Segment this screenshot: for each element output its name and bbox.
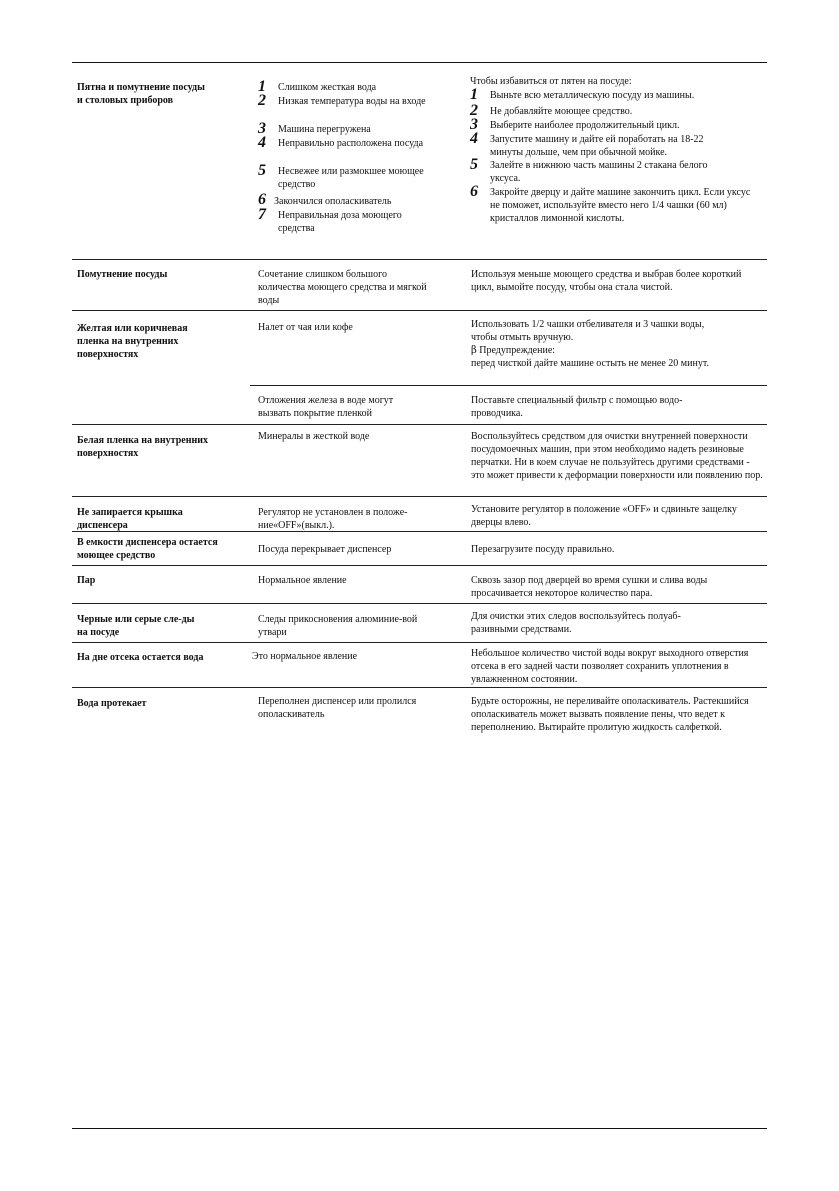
cause-item: Несвежее или размокшее моющее средство xyxy=(278,166,424,190)
row-divider xyxy=(72,531,767,532)
step-number: 2 xyxy=(470,102,478,119)
solution-cell: Будьте осторожны, не переливайте ополаскиватель. Растекшийся ополаскиватель может вызвать появление пены, что ведет к переполнению. Вытирайте пролитую жидкость салфеткой. xyxy=(471,696,749,733)
problem-cell: Черные или серые сле-ды на посуде xyxy=(77,614,195,638)
row-divider xyxy=(72,687,767,688)
cause-cell: Нормальное явление xyxy=(258,575,347,586)
cause-number: 6 xyxy=(258,191,266,208)
problem-cell: Желтая или коричневая пленка на внутренних поверхностях xyxy=(77,323,188,360)
cause-cell: Это нормальное явление xyxy=(252,651,358,662)
row-divider xyxy=(72,310,767,311)
step-item: Закройте дверцу и дайте машине закончить цикл. Если уксус не поможет, используйте вместо него 1/4 чашки (60 мл) кристаллов лимонной кислоты. xyxy=(490,187,751,224)
step-item: Залейте в нижнюю часть машины 2 стакана белого уксуса. xyxy=(490,160,708,184)
problem-cell: В емкости диспенсера остается моющее средство xyxy=(77,537,218,561)
solution-cell: Используя меньше моющего средства и выбрав более короткий цикл, вымойте посуду, чтобы она стала чистой. xyxy=(471,269,742,293)
cause-item: Низкая температура воды на входе xyxy=(278,96,426,107)
cause-item: Неправильно расположена посуда xyxy=(278,138,424,149)
solution-cell: Сквозь зазор под дверцей во время сушки и слива воды просачивается некоторое количество пара. xyxy=(471,575,708,599)
step-item: Не добавляйте моющее средство. xyxy=(490,106,633,117)
cause-cell: Переполнен диспенсер или пролился ополаскиватель xyxy=(258,696,417,720)
solution-intro: Чтобы избавиться от пятен на посуде: xyxy=(470,76,632,87)
row-divider xyxy=(72,259,767,260)
cause-number: 3 xyxy=(258,120,266,137)
warning-line xyxy=(471,344,731,357)
solution-cell: Небольшое количество чистой воды вокруг выходного отверстия отсека в его задней части позволяет сохранить уплотнения в увлажненном состоянии. xyxy=(471,648,749,685)
solution-cell: Поставьте специальный фильтр с помощью водо-проводчика. xyxy=(471,395,683,419)
cause-cell: Минералы в жесткой воде xyxy=(258,431,370,442)
cause-number: 5 xyxy=(258,162,266,179)
cause-item: Машина перегружена xyxy=(278,124,371,135)
problem-cell: Помутнение посуды xyxy=(77,269,168,280)
cause-cell: Следы прикосновения алюминие-вой утвари xyxy=(258,614,418,638)
cause-item: Слишком жесткая вода xyxy=(278,82,377,93)
solution-cell: Для очистки этих следов воспользуйтесь полуаб-разивными средствами. xyxy=(471,611,681,635)
cause-cell: Посуда перекрывает диспенсер xyxy=(258,544,392,555)
problem-cell: Не запирается крышка диспенсера xyxy=(77,507,183,531)
solution-cell: Воспользуйтесь средством для очистки внутренней поверхности посудомоечных машин, при этом необходимо надеть резиновые перчатки. Ни в коем случае не пользуйтесь другими средствами - это может привести к деформации поверхности или появлению пор. xyxy=(471,431,763,481)
warning-label: Предупреждение: xyxy=(479,345,556,356)
step-number: 3 xyxy=(470,116,478,133)
row-divider xyxy=(72,424,767,425)
problem-cell: Белая пленка на внутренних поверхностях xyxy=(77,435,208,459)
top-rule xyxy=(72,62,767,63)
step-number: 1 xyxy=(470,86,478,103)
cause-number: 7 xyxy=(258,206,266,223)
cause-number: 4 xyxy=(258,134,266,151)
cause-item: Закончился ополаскиватель xyxy=(274,196,392,207)
row-divider xyxy=(250,385,767,386)
solution-cell: Установите регулятор в положение «OFF» и сдвиньте защелку дверцы влево. xyxy=(471,504,737,528)
warning-icon: β xyxy=(471,345,477,356)
solution-cell xyxy=(471,318,731,370)
cause-cell: Сочетание слишком большого количества моющего средства и мягкой воды xyxy=(258,269,427,306)
cause-number: 2 xyxy=(258,92,266,109)
warning-text: перед чисткой дайте машине остыть не менее 20 минут. xyxy=(471,358,709,369)
cause-cell: Налет от чая или кофе xyxy=(258,322,353,333)
step-item: Запустите машину и дайте ей поработать на 18-22 минуты дольше, чем при обычной мойке. xyxy=(490,134,704,158)
problem-cell: Пар xyxy=(77,575,96,586)
step-item: Выньте всю металлическую посуду из машины. xyxy=(490,90,695,101)
bottom-rule xyxy=(72,1128,767,1129)
row-divider xyxy=(72,642,767,643)
cause-number: 1 xyxy=(258,78,266,95)
problem-cell: Вода протекает xyxy=(77,698,147,709)
cause-cell: Отложения железа в воде могут вызвать покрытие пленкой xyxy=(258,395,394,419)
step-item: Выберите наиболее продолжительный цикл. xyxy=(490,120,680,131)
cause-item: Неправильная доза моющего средства xyxy=(278,210,402,234)
step-number: 4 xyxy=(470,130,478,147)
step-number: 5 xyxy=(470,156,478,173)
problem-cell: На дне отсека остается вода xyxy=(77,652,204,663)
step-number: 6 xyxy=(470,183,478,200)
row-divider xyxy=(72,496,767,497)
solution-text: Использовать 1/2 чашки отбеливателя и 3 чашки воды, чтобы отмыть вручную. xyxy=(471,319,705,343)
cause-cell: Регулятор не установлен в положе-ние«OFF»(выкл.). xyxy=(258,507,408,531)
solution-cell: Перезагрузите посуду правильно. xyxy=(471,544,615,555)
row-divider xyxy=(72,565,767,566)
problem-cell: Пятна и помутнение посуды и столовых приборов xyxy=(77,82,205,106)
row-divider xyxy=(72,603,767,604)
